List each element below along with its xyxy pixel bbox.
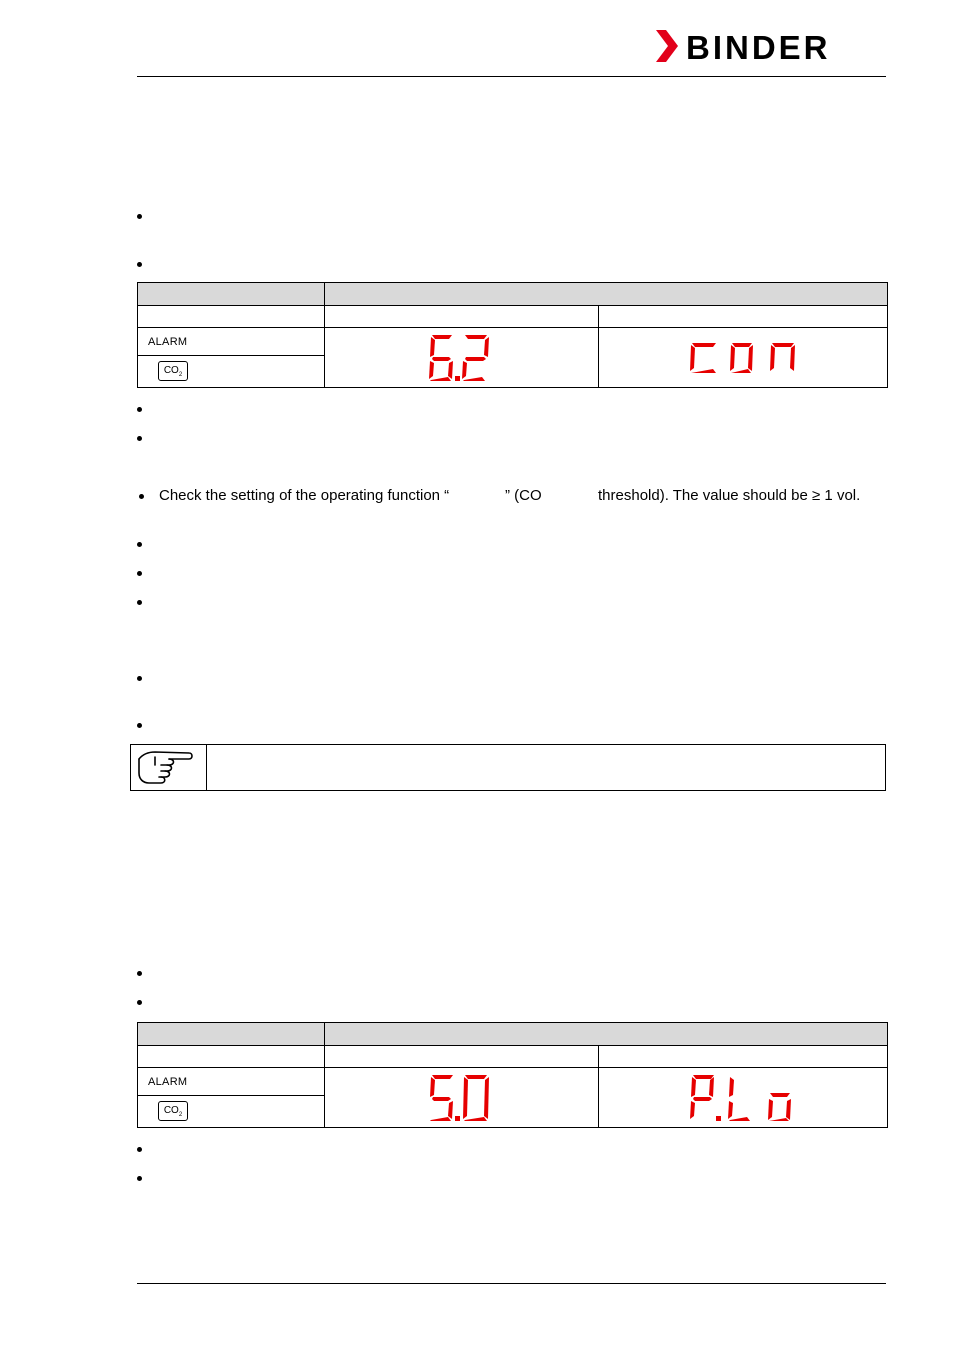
bullet bbox=[137, 436, 142, 441]
bullet bbox=[137, 542, 142, 547]
bullet bbox=[137, 676, 142, 681]
check-setting-text-suffix: threshold). The value should be ≥ 1 vol. bbox=[598, 487, 861, 504]
display-value-1 bbox=[325, 1068, 599, 1128]
table-header-cell bbox=[325, 283, 888, 306]
bullet bbox=[137, 1176, 142, 1181]
bullet bbox=[137, 407, 142, 412]
bullet bbox=[137, 600, 142, 605]
co2-key-icon: $CO_2$ bbox=[158, 361, 188, 381]
note-hand-cell bbox=[131, 745, 207, 790]
display-value-2 bbox=[599, 1068, 888, 1128]
bullet bbox=[137, 723, 142, 728]
bullet bbox=[139, 494, 144, 499]
table-cell bbox=[325, 306, 599, 328]
header-rule bbox=[137, 76, 886, 77]
table-header-cell bbox=[138, 283, 325, 306]
bullet bbox=[137, 971, 142, 976]
alarm-label: ALARM bbox=[138, 1068, 325, 1096]
co2-key-icon: $CO_2$ bbox=[158, 1101, 188, 1121]
seven-segment-display bbox=[429, 1074, 495, 1122]
table-cell bbox=[325, 1046, 599, 1068]
bullet bbox=[137, 571, 142, 576]
check-setting-text-prefix: Check the setting of the operating function “ bbox=[159, 487, 450, 504]
binder-logo-arrow bbox=[656, 30, 678, 62]
bullet bbox=[137, 262, 142, 267]
bullet bbox=[137, 1000, 142, 1005]
display-value-2 bbox=[599, 328, 888, 388]
table-cell bbox=[599, 1046, 888, 1068]
binder-logo bbox=[656, 30, 888, 64]
brand-text: BINDER bbox=[686, 30, 831, 64]
table-header-cell bbox=[138, 1023, 325, 1046]
co2-key-cell bbox=[138, 356, 325, 388]
display-table-co2-deviation bbox=[137, 282, 888, 388]
footer-rule bbox=[137, 1283, 886, 1284]
bullet bbox=[137, 1147, 142, 1152]
table-cell bbox=[138, 306, 325, 328]
display-table-pressure-low bbox=[137, 1022, 888, 1128]
pointing-hand-icon bbox=[131, 745, 206, 790]
check-setting-text-mid: ” (CO bbox=[505, 487, 542, 504]
seven-segment-display bbox=[429, 334, 495, 382]
display-value-1 bbox=[325, 328, 599, 388]
seven-segment-display bbox=[690, 343, 796, 373]
table-cell bbox=[599, 306, 888, 328]
note-box bbox=[130, 744, 886, 791]
seven-segment-display bbox=[690, 1074, 796, 1122]
table-cell bbox=[138, 1046, 325, 1068]
bullet bbox=[137, 214, 142, 219]
co2-key-cell bbox=[138, 1096, 325, 1128]
alarm-label: ALARM bbox=[138, 328, 325, 356]
table-header-cell bbox=[325, 1023, 888, 1046]
